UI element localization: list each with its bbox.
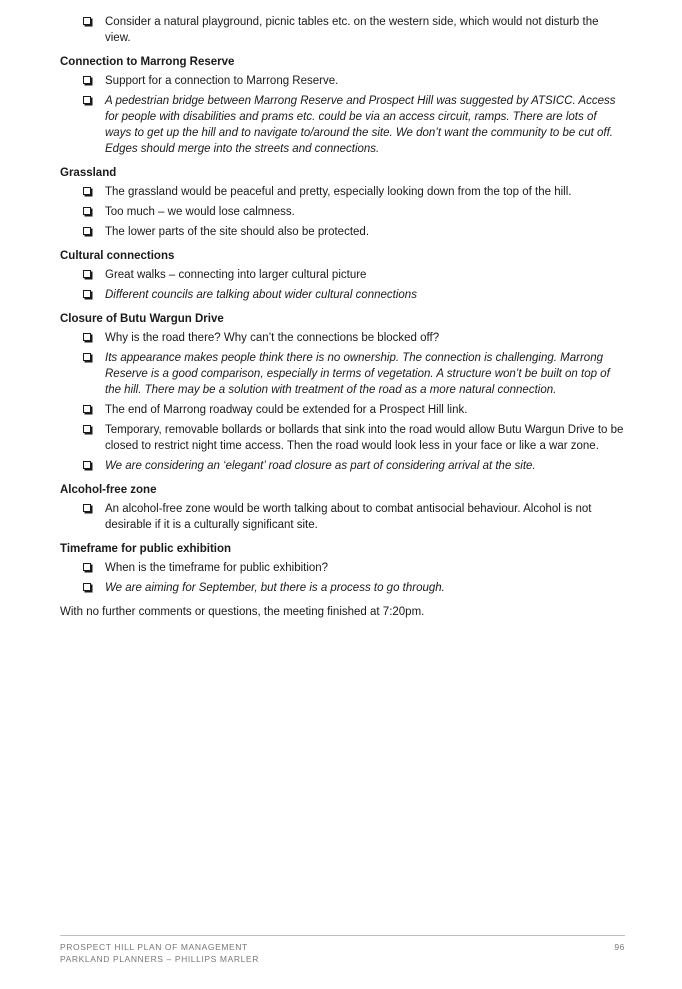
list-item-text: An alcohol-free zone would be worth talking about to combat antisocial behaviour. Alcohol is not desirable if it is a culturally significant site. [105,503,592,531]
footer-document-title: PROSPECT HILL PLAN OF MANAGEMENT [60,942,248,952]
checkbox-bullet-icon [83,461,91,469]
section-heading: Closure of Butu Wargun Drive [60,313,224,325]
checkbox-bullet-icon [83,353,91,361]
list-item-text: The grassland would be peaceful and pretty, especially looking down from the top of the hill. [105,186,572,198]
list-item-text: Temporary, removable bollards or bollards that sink into the road would allow Butu Wargun Drive to be closed to restrict night time access. Then the road would look less in your face or like a war zone. [105,424,624,452]
list-item-text: The end of Marrong roadway could be extended for a Prospect Hill link. [105,404,468,416]
checkbox-bullet-icon [83,504,91,512]
list-item [60,350,625,398]
checkbox-bullet-icon [83,290,91,298]
list-item [60,224,625,240]
list-item [60,580,625,596]
list-item [60,14,625,46]
page-footer [60,941,625,965]
list-item-text: We are considering an ‘elegant’ road closure as part of considering arrival at the site. [105,460,536,472]
section-item-list [60,267,625,303]
checkbox-bullet-icon [83,333,91,341]
list-item-text: Great walks – connecting into larger cultural picture [105,269,367,281]
checkbox-bullet-icon [83,76,91,84]
list-item [60,93,625,157]
section [60,311,625,474]
checkbox-bullet-icon [83,96,91,104]
page-number: 96 [614,942,625,952]
list-item-text: We are aiming for September, but there is a process to go through. [105,582,445,594]
section [60,541,625,596]
intro-list [60,14,625,46]
sections-container [60,54,625,596]
list-item [60,184,625,200]
list-item-text: Too much – we would lose calmness. [105,206,295,218]
list-item [60,330,625,346]
list-item-text: Support for a connection to Marrong Reserve. [105,75,339,87]
section-heading: Timeframe for public exhibition [60,543,232,555]
section-item-list [60,330,625,474]
checkbox-bullet-icon [83,425,91,433]
list-item [60,422,625,454]
section [60,482,625,533]
section-heading: Grassland [60,167,117,179]
section-item-list [60,501,625,533]
document-body [60,14,625,632]
list-item [60,73,625,89]
section-item-list [60,73,625,157]
section [60,248,625,303]
section-heading: Connection to Marrong Reserve [60,56,235,68]
list-item [60,458,625,474]
checkbox-bullet-icon [83,207,91,215]
closing-statement: With no further comments or questions, the meeting finished at 7:20pm. [60,606,425,618]
section [60,54,625,157]
list-item [60,267,625,283]
list-item-text: A pedestrian bridge between Marrong Reserve and Prospect Hill was suggested by ATSICC. Access for people with disabilities and prams etc. could be via an access circuit, ramps. There are lots of ways to get up the hill and to navigate to/around the site. We don’t want the community to be cut off. Edges should merge into the streets and connections. [105,95,616,155]
checkbox-bullet-icon [83,583,91,591]
checkbox-bullet-icon [83,17,91,25]
checkbox-bullet-icon [83,270,91,278]
checkbox-bullet-icon [83,227,91,235]
section-heading: Alcohol-free zone [60,484,157,496]
footer-divider [60,935,625,936]
section-heading: Cultural connections [60,250,175,262]
list-item-text: Its appearance makes people think there is no ownership. The connection is challenging. Marrong Reserve is a good comparison, especially in terms of vegetation. A structure won’t be built on top of the hill. There may be a solution with treatment of the road as a more natural connection. [105,352,610,396]
list-item-text: Why is the road there? Why can’t the connections be blocked off? [105,332,440,344]
list-item [60,287,625,303]
list-item [60,560,625,576]
list-item [60,204,625,220]
list-item [60,402,625,418]
section-item-list [60,560,625,596]
checkbox-bullet-icon [83,187,91,195]
section-item-list [60,184,625,240]
section [60,165,625,240]
checkbox-bullet-icon [83,405,91,413]
list-item-text: Consider a natural playground, picnic tables etc. on the western side, which would not disturb the view. [105,16,599,44]
footer-authors: PARKLAND PLANNERS – PHILLIPS MARLER [60,954,259,964]
list-item-text: The lower parts of the site should also be protected. [105,226,370,238]
checkbox-bullet-icon [83,563,91,571]
list-item [60,501,625,533]
list-item-text: When is the timeframe for public exhibition? [105,562,329,574]
list-item-text: Different councils are talking about wider cultural connections [105,289,417,301]
